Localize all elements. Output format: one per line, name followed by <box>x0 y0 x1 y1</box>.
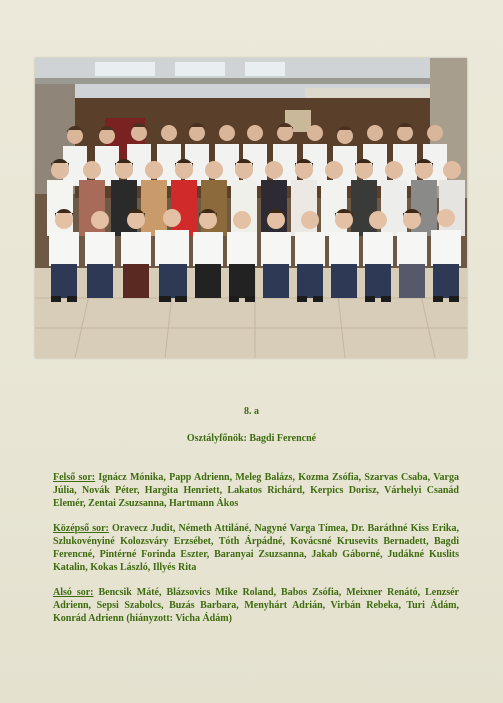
bottom-row-names <box>53 586 459 625</box>
bottom-row-list: Bencsik Máté, Blázsovics Mike Roland, Babos Zsófia, Meixner Renátó, Lenzsér Adrienn, Sepsi Szabolcs, Buzás Barbara, Menyhárt Adrián, Virbán Rebeka, Turi Ádám, Konrád Adrienn (hiányzott: Vicha Ádám) <box>53 587 459 624</box>
class-name: 8. a <box>244 406 259 417</box>
middle-row-list: Oravecz Judit, Németh Attiláné, Nagyné Varga Tímea, Dr. Baráthné Kiss Erika, Szlukovényiné Kolozsváry Erzsébet, Tóth Árpádné, Kovácsné Krusevits Bernadett, Bagdi Ferencné, Pintérné Forinda Eszter, Baranyai Zsuzsanna, Jakab Gáborné, Judákné Kuslits Katalin, Kokas László, Illyés Rita <box>53 523 459 573</box>
middle-row-names <box>53 522 459 574</box>
top-row-names <box>53 471 459 510</box>
class-photo <box>35 58 467 358</box>
top-row-list: Ignácz Mónika, Papp Adrienn, Meleg Balázs, Kozma Zsófia, Szarvas Csaba, Varga Júlia, Novák Péter, Hargita Henriett, Lakatos Richárd, Kerpics Dorisz, Várhelyi Csanád Elemér, Zentai Zsuzsanna, Hartmann Ákos <box>53 472 459 509</box>
class-teacher: Osztályfőnök: Bagdi Ferencné <box>186 433 317 444</box>
top-row-label: Felső sor: <box>53 472 96 483</box>
middle-row-label: Középső sor: <box>53 523 109 534</box>
bottom-row-label: Alsó sor: <box>53 587 94 598</box>
